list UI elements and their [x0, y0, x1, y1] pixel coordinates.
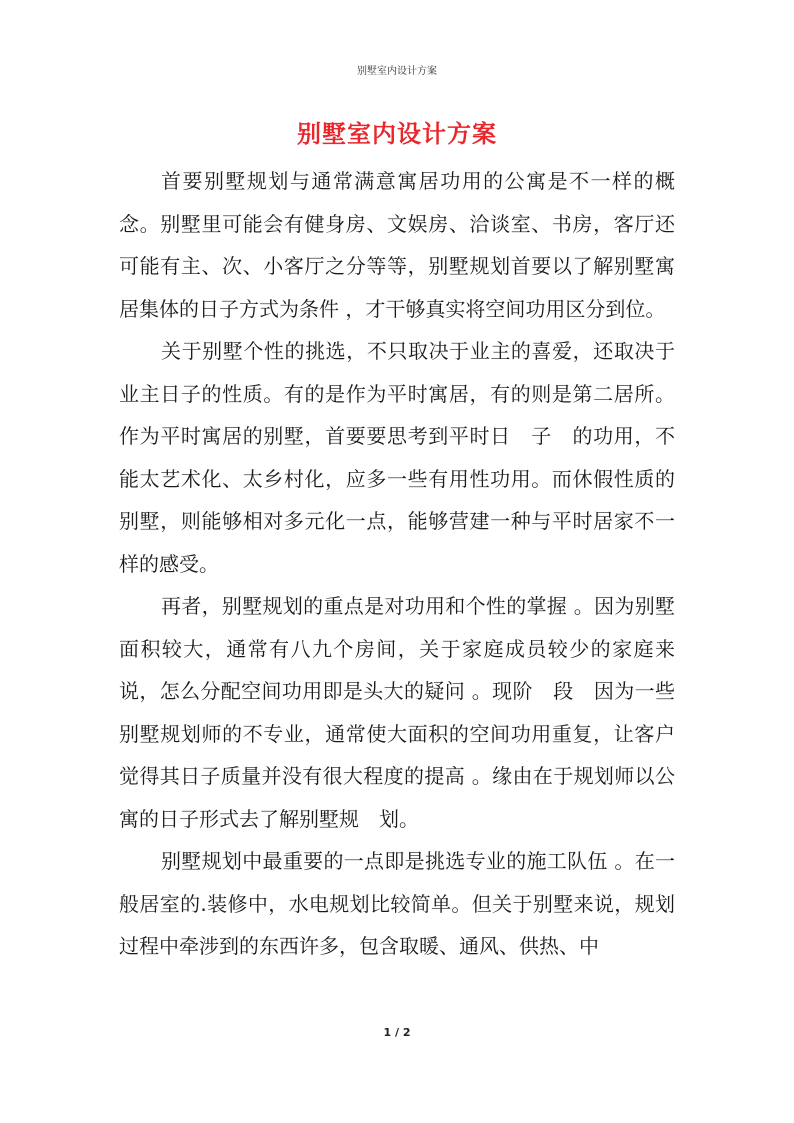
paragraph-1: 首要别墅规划与通常满意寓居功用的公寓是不一样的概念。别墅里可能会有健身房、文娱房、洽谈室、书房，客厅还可能有主、次、小客厅之分等等，别墅规划首要以了解别墅寓居集体的日子方式为条件 ，才干够真实将空间功用区分到位。 [119, 169, 675, 321]
paragraph-2: 关于别墅个性的挑选，不只取决于业主的喜爱，还取决于业主日子的性质。有的是作为平时寓居，有的则是第二居所。作为平时寓居的别墅，首要要思考到平时日 子 的功用，不能太艺术化、太乡村化，应多一些有用性功用。而休假性质的别墅，则能够相对多元化一点，能够营建一种与平时居家不一样的感受。 [119, 339, 675, 576]
page-number: 1 / 2 [383, 1026, 411, 1039]
paragraph-4: 别墅规划中最重要的一点即是挑选专业的施工队伍 。在一般居室的.装修中，水电规划比较简单。但关于别墅来说，规划过程中牵涉到的东西许多，包含取暖、通风、供热、中 [119, 849, 675, 958]
document-body [119, 160, 675, 968]
running-header: 别墅室内设计方案 [357, 66, 437, 77]
paragraph-3: 再者，别墅规划的重点是对功用和个性的掌握 。因为别墅面积较大，通常有八九个房间，关于家庭成员较少的家庭来说，怎么分配空间功用即是头大的疑问 。现阶 段 因为一些别墅规划师的不专业，通常使大面积的空间功用重复，让客户觉得其日子质量并没有很大程度的提高 。缘由在于规划师以公寓的日子形式去了解别墅规 划。 [119, 594, 675, 831]
document-title: 别墅室内设计方案 [297, 120, 497, 148]
